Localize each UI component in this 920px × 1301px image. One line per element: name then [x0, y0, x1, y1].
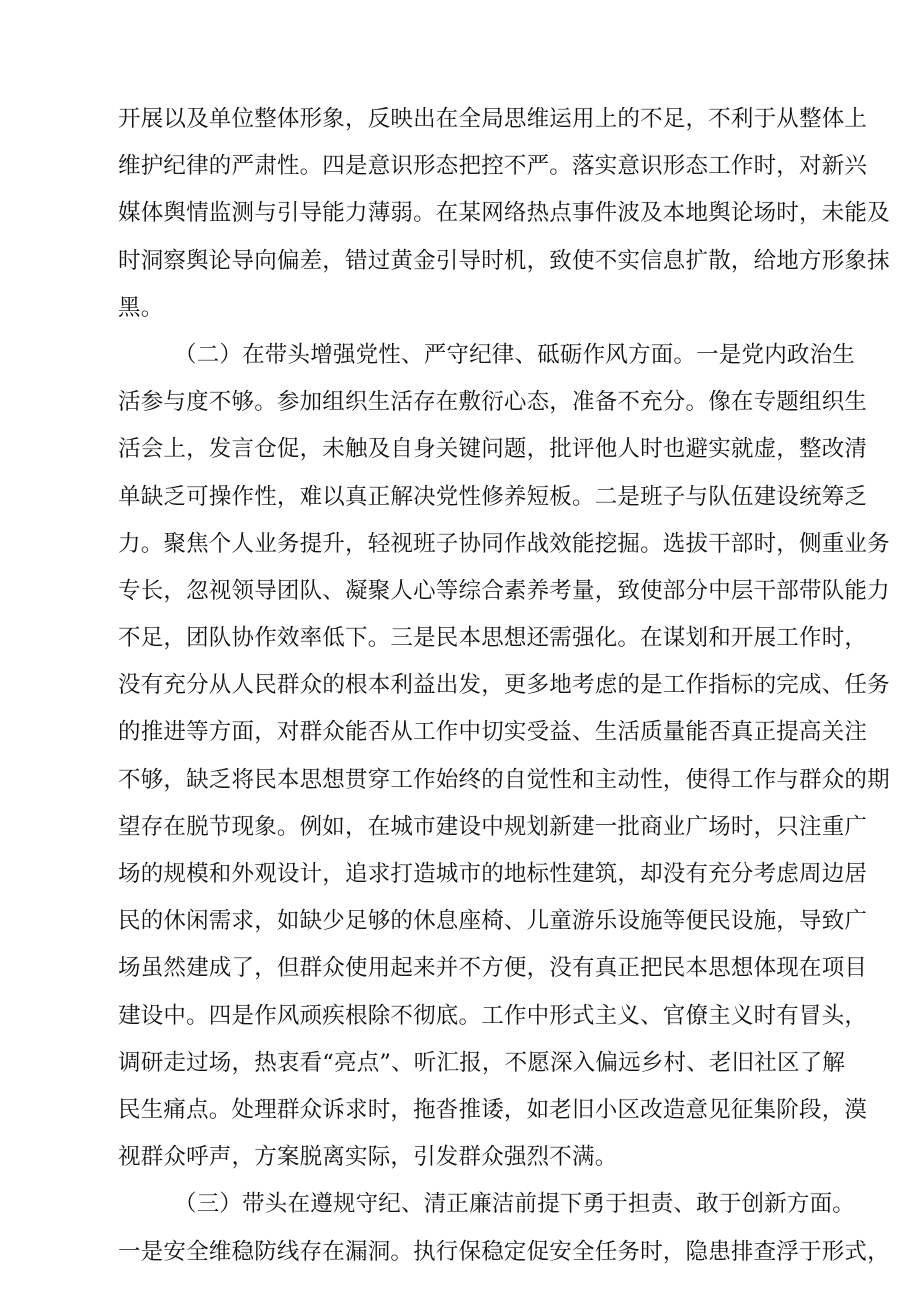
- text-line: 场的规模和外观设计，追求打造城市的地标性建筑，却没有充分考虑周边居: [118, 861, 868, 887]
- text-line: 一是安全维稳防线存在漏洞。执行保稳定促安全任务时，隐患排查浮于形式，: [118, 1238, 890, 1265]
- text-line: 不足，团队协作效率低下。三是民本思想还需强化。在谋划和开展工作时，: [118, 625, 868, 652]
- text-line: 场虽然建成了，但群众使用起来并不方便，没有真正把民本思想体现在项目: [118, 955, 868, 982]
- text-line: 时洞察舆论导向偏差，错过黄金引导时机，致使不实信息扩散，给地方形象抹: [118, 247, 890, 274]
- text-line: 力。聚焦个人业务提升，轻视班子协同作战效能挖掘。选拔干部时，侧重业务: [118, 530, 890, 557]
- text-line: 单缺乏可操作性，难以真正解决党性修养短板。二是班子与队伍建设统筹乏: [118, 483, 868, 510]
- text-line: 的推进等方面，对群众能否从工作中切实受益、生活质量能否真正提高关注: [118, 719, 868, 746]
- text-line: 维护纪律的严肃性。四是意识形态把控不严。落实意识形态工作时，对新兴: [118, 153, 868, 180]
- text-line: 没有充分从人民群众的根本利益出发，更多地考虑的是工作指标的完成、任务: [118, 672, 890, 699]
- section-heading-line: （二）在带头增强党性、严守纪律、砥砺作风方面。一是党内政治生: [174, 341, 856, 368]
- document-body: [118, 96, 890, 1276]
- paragraph-continuation: [118, 96, 890, 332]
- text-line: 活参与度不够。参加组织生活存在敷衍心态，准备不充分。像在专题组织生: [118, 389, 868, 416]
- text-line: 不够，缺乏将民本思想贯穿工作始终的自觉性和主动性，使得工作与群众的期: [118, 766, 890, 793]
- text-line: 黑。: [118, 294, 164, 321]
- section-heading-line: （三）带头在遵规守纪、清正廉洁前提下勇于担责、敢于创新方面。: [174, 1191, 856, 1218]
- text-line: 开展以及单位整体形象，反映出在全局思维运用上的不足，不利于从整体上: [118, 106, 868, 132]
- text-line: 建设中。四是作风顽疾根除不彻底。工作中形式主义、官僚主义时有冒头，: [118, 1002, 868, 1029]
- text-line: 活会上，发言仓促，未触及自身关键问题，批评他人时也避实就虚，整改清: [118, 436, 868, 463]
- text-line: 专长，忽视领导团队、凝聚人心等综合素养考量，致使部分中层干部带队能力: [118, 577, 890, 604]
- text-line: 望存在脱节现象。例如，在城市建设中规划新建一批商业广场时，只注重广: [118, 813, 868, 840]
- text-line: 媒体舆情监测与引导能力薄弱。在某网络热点事件波及本地舆论场时，未能及: [118, 200, 890, 227]
- paragraph-section-three: [118, 1181, 890, 1275]
- text-line: 调研走过场，热衷看“亮点”、听汇报，不愿深入偏远乡村、老旧社区了解: [118, 1049, 846, 1076]
- text-line: 民的休闲需求，如缺少足够的休息座椅、儿童游乐设施等便民设施，导致广: [118, 908, 868, 935]
- paragraph-section-two: [118, 332, 890, 1181]
- text-line: 视群众呼声，方案脱离实际，引发群众强烈不满。: [118, 1144, 618, 1171]
- text-line: 民生痛点。处理群众诉求时，拖沓推诿，如老旧小区改造意见征集阶段，漠: [118, 1096, 868, 1123]
